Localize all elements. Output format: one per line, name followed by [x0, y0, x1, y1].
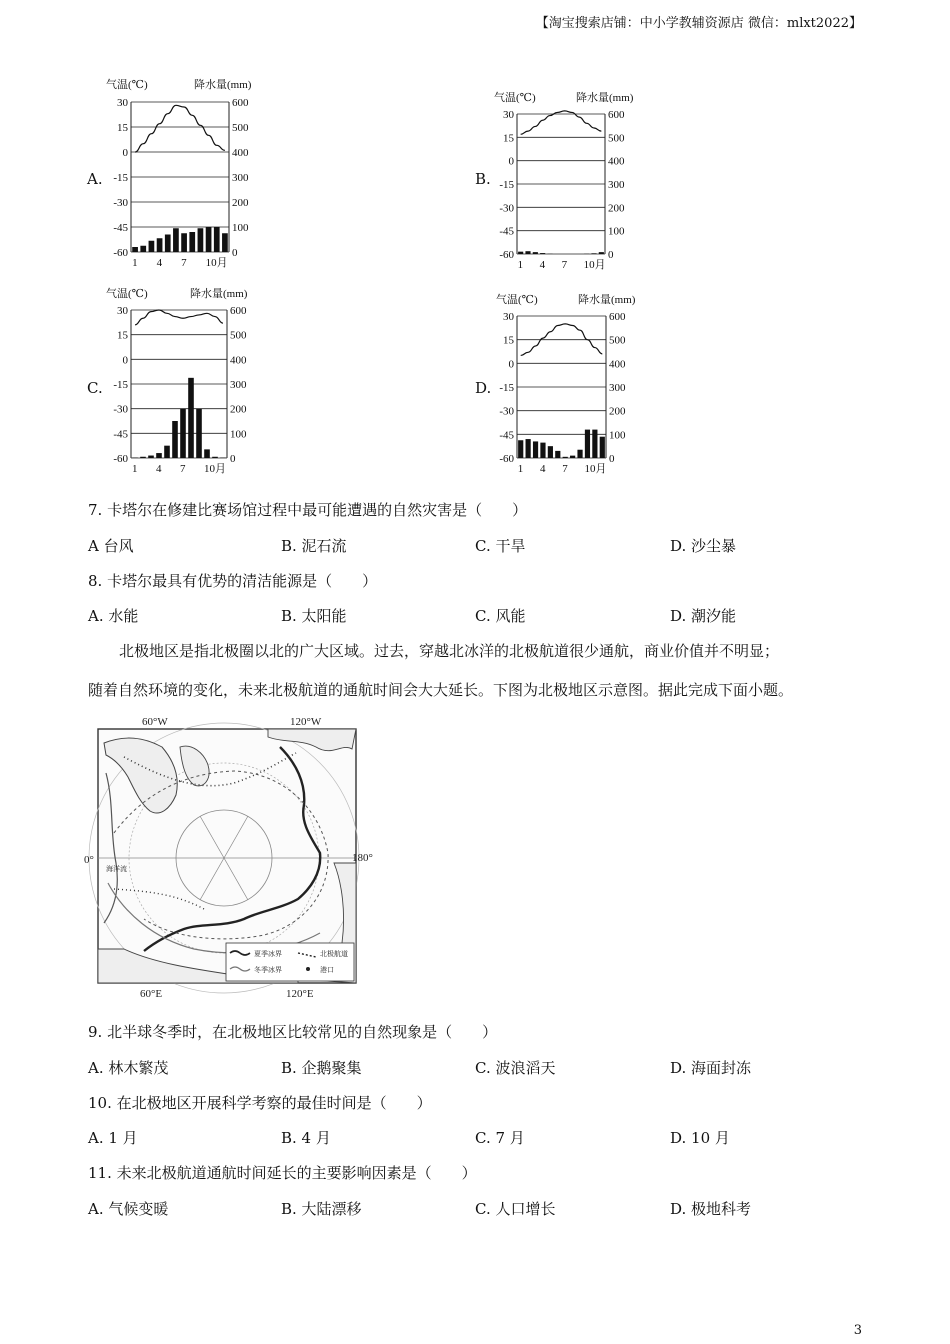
- chart-a-precip-bar: [140, 246, 146, 252]
- chart-c-temp-label: 气温(℃): [106, 288, 148, 300]
- climate-chart-c: [104, 284, 274, 480]
- chart-b-precip-tick: 300: [608, 179, 625, 191]
- chart-c-precip-tick: 400: [230, 354, 247, 367]
- chart-b-temp-tick: -45: [499, 225, 514, 238]
- chart-c-precip-bar: [180, 409, 186, 458]
- chart-a-temp-label: 气温(℃): [106, 79, 148, 91]
- chart-d-precip-tick: 100: [609, 429, 626, 442]
- chart-b-precip-tick: 100: [608, 225, 625, 238]
- chart-d-month-tick: 4: [539, 463, 546, 475]
- q7-option-b[interactable]: B. 泥石流: [281, 537, 347, 555]
- label-current: 海洋流: [106, 865, 127, 873]
- page-header: 【淘宝搜索店铺：中小学教辅资源店 微信：mlxt2022】: [535, 16, 862, 31]
- label-60e: 60°E: [140, 988, 163, 1000]
- q10-option-c[interactable]: C. 7 月: [475, 1129, 525, 1147]
- q11-option-d[interactable]: D. 极地科考: [670, 1200, 752, 1218]
- chart-a-precip-tick: 300: [232, 172, 249, 184]
- chart-d-precip-bar: [548, 446, 553, 458]
- chart-d-precip-bar: [600, 437, 605, 458]
- chart-b-temp-label: 气温(℃): [494, 92, 536, 104]
- chart-a-temp-tick: -60: [113, 247, 128, 259]
- passage-line-2: 随着自然环境的变化，未来北极航道的通航时间会大大延长。下图为北极地区示意图。据此完成下面小题。: [88, 681, 794, 699]
- chart-a-precip-bar: [222, 233, 228, 252]
- label-180: 180°: [352, 852, 373, 864]
- chart-c-precip-label: 降水量(mm): [190, 288, 248, 300]
- chart-c-precip-tick: 200: [230, 403, 247, 416]
- chart-b-month-tick: 10月: [583, 259, 606, 271]
- chart-c-precip-tick: 500: [230, 329, 247, 342]
- chart-a-precip-bar: [149, 241, 155, 252]
- label-120w: 120°W: [290, 716, 322, 728]
- question-7-stem: 7. 卡塔尔在修建比赛场馆过程中最可能遭遇的自然灾害是（ ）: [88, 501, 528, 519]
- chart-d-month-tick: 1: [517, 463, 524, 475]
- chart-b-temp-tick: -60: [499, 249, 514, 261]
- chart-a-temp-tick: -30: [113, 197, 128, 209]
- chart-b-precip-label: 降水量(mm): [576, 92, 634, 104]
- chart-a-precip-bar: [165, 235, 171, 253]
- chart-a-precip-bar: [157, 238, 163, 252]
- chart-d-precip-tick: 0: [609, 453, 615, 465]
- chart-b-letter: B.: [475, 170, 491, 188]
- chart-d-precip-bar: [533, 441, 538, 458]
- chart-c-temp-tick: 15: [117, 329, 128, 342]
- chart-c-precip-bar: [188, 378, 194, 458]
- chart-b-precip-tick: 500: [608, 132, 625, 145]
- chart-d-precip-tick: 300: [609, 382, 626, 394]
- chart-d-precip-bar: [577, 450, 582, 458]
- legend-route: 北极航道: [320, 950, 348, 958]
- chart-a-precip-tick: 400: [232, 147, 249, 159]
- q9-option-d[interactable]: D. 海面封冻: [670, 1059, 752, 1077]
- chart-b-temp-tick: 0: [508, 155, 514, 168]
- q10-option-d[interactable]: D. 10 月: [670, 1129, 730, 1147]
- chart-a-precip-bar: [181, 233, 187, 252]
- chart-a-temp-tick: -15: [113, 172, 128, 184]
- chart-a-precip-tick: 100: [232, 222, 249, 234]
- chart-a-precip-tick: 200: [232, 197, 249, 209]
- climate-chart-a: [104, 74, 274, 276]
- label-0: 0°: [84, 854, 94, 866]
- chart-d-temp-tick: -15: [499, 382, 514, 394]
- chart-b-temp-tick: 30: [503, 109, 514, 121]
- chart-d-month-tick: 7: [562, 463, 568, 475]
- chart-d-precip-bar: [518, 440, 523, 458]
- chart-d-month-tick: 10月: [584, 463, 607, 475]
- chart-b-precip-bar: [591, 253, 596, 254]
- q7-option-a[interactable]: A 台风: [88, 537, 134, 555]
- chart-d-precip-tick: 500: [609, 334, 626, 347]
- chart-b-precip-bar: [533, 252, 538, 254]
- chart-b-precip-bar: [518, 252, 523, 254]
- q9-option-a[interactable]: A. 林木繁茂: [88, 1059, 169, 1077]
- chart-c-temp-line: [135, 310, 223, 325]
- question-10-stem: 10. 在北极地区开展科学考察的最佳时间是（ ）: [88, 1094, 432, 1112]
- chart-c-precip-bar: [148, 456, 154, 458]
- chart-d-precip-bar: [555, 451, 560, 458]
- chart-c-precip-tick: 300: [230, 379, 247, 391]
- chart-b-precip-tick: 0: [608, 249, 614, 261]
- chart-a-month-tick: 1: [132, 257, 138, 269]
- chart-d-precip-bar: [570, 456, 575, 458]
- chart-d-precip-bar: [585, 430, 590, 458]
- chart-c-precip-bar: [140, 457, 146, 458]
- passage-line-1: 北极地区是指北极圈以北的广大区域。过去，穿越北冰洋的北极航道很少通航，商业价值并不明显；: [119, 642, 780, 660]
- chart-b-precip-tick: 600: [608, 109, 625, 121]
- q10-option-a[interactable]: A. 1 月: [88, 1129, 138, 1147]
- q8-option-c[interactable]: C. 风能: [475, 607, 526, 625]
- question-8-stem: 8. 卡塔尔最具有优势的清洁能源是（ ）: [88, 572, 378, 590]
- chart-a-temp-tick: 0: [122, 147, 128, 159]
- chart-d-precip-bar: [540, 443, 545, 458]
- q10-option-b[interactable]: B. 4 月: [281, 1129, 331, 1147]
- chart-b-month-tick: 1: [517, 259, 524, 271]
- q8-option-b[interactable]: B. 太阳能: [281, 607, 347, 625]
- chart-a-temp-tick: -45: [113, 222, 128, 234]
- q9-option-c[interactable]: C. 波浪滔天: [475, 1059, 556, 1077]
- chart-b-precip-bar: [540, 253, 545, 254]
- q7-option-c[interactable]: C. 干旱: [475, 537, 526, 555]
- arctic-map: [84, 713, 384, 1003]
- chart-b-precip-bar: [525, 251, 530, 254]
- question-9-stem: 9. 北半球冬季时，在北极地区比较常见的自然现象是（ ）: [88, 1023, 498, 1041]
- chart-c-precip-bar: [196, 409, 202, 458]
- q7-option-d[interactable]: D. 沙尘暴: [670, 537, 737, 555]
- q11-option-a[interactable]: A. 气候变暖: [88, 1200, 169, 1218]
- chart-d-temp-tick: 0: [508, 358, 514, 371]
- chart-c-temp-tick: 0: [122, 354, 128, 367]
- chart-c-temp-tick: -15: [113, 379, 128, 391]
- chart-b-precip-tick: 400: [608, 155, 625, 168]
- chart-d-precip-tick: 200: [609, 405, 626, 418]
- chart-a-precip-tick: 500: [232, 122, 249, 134]
- chart-a-month-tick: 7: [181, 257, 187, 269]
- chart-d-temp-tick: -45: [499, 429, 514, 442]
- chart-c-temp-tick: -60: [113, 453, 128, 465]
- chart-c-temp-tick: -45: [113, 428, 128, 441]
- chart-a-letter: A.: [87, 170, 103, 188]
- chart-b-temp-tick: -30: [499, 202, 514, 215]
- legend-port: 港口: [320, 966, 334, 974]
- chart-a-precip-bar: [214, 227, 220, 252]
- chart-b-temp-tick: -15: [499, 179, 514, 191]
- chart-c-precip-bar: [164, 446, 170, 458]
- chart-b-precip-bar: [599, 252, 604, 254]
- chart-c-precip-tick: 100: [230, 428, 247, 441]
- chart-d-temp-tick: -60: [499, 453, 514, 465]
- label-120e: 120°E: [286, 988, 314, 1000]
- chart-a-precip-bar: [198, 228, 204, 252]
- chart-c-precip-bar: [212, 457, 218, 458]
- chart-c-letter: C.: [87, 379, 103, 397]
- chart-d-precip-bar: [563, 457, 568, 458]
- chart-a-precip-bar: [189, 232, 195, 252]
- chart-d-precip-tick: 400: [609, 358, 626, 371]
- chart-d-temp-label: 气温(℃): [496, 294, 538, 306]
- chart-a-month-tick: 4: [156, 257, 163, 269]
- label-60w: 60°W: [142, 716, 168, 728]
- chart-c-precip-tick: 0: [230, 453, 236, 465]
- chart-c-precip-bar: [204, 449, 210, 458]
- chart-d-precip-bar: [592, 430, 597, 458]
- q8-option-a[interactable]: A. 水能: [88, 607, 139, 625]
- chart-c-month-tick: 10月: [204, 463, 226, 475]
- chart-a-precip-tick: 600: [232, 97, 249, 109]
- legend-summer: 夏季冰界: [254, 950, 282, 958]
- page-number: 3: [853, 1323, 862, 1338]
- chart-c-precip-bar: [156, 453, 162, 458]
- chart-d-letter: D.: [475, 379, 492, 397]
- question-11-stem: 11. 未来北极航道通航时间延长的主要影响因素是（ ）: [88, 1164, 477, 1182]
- chart-a-temp-tick: 30: [117, 97, 128, 109]
- chart-a-precip-label: 降水量(mm): [194, 79, 252, 91]
- chart-b-temp-tick: 15: [503, 132, 514, 145]
- chart-c-temp-tick: 30: [117, 305, 128, 317]
- chart-d-precip-bar: [526, 439, 531, 458]
- climate-chart-b: [494, 88, 654, 276]
- q11-option-b[interactable]: B. 大陆漂移: [281, 1200, 362, 1218]
- chart-c-month-tick: 1: [132, 463, 138, 475]
- chart-d-precip-label: 降水量(mm): [578, 294, 636, 306]
- chart-a-month-tick: 10月: [205, 257, 228, 269]
- chart-a-temp-tick: 15: [117, 122, 128, 134]
- chart-d-temp-tick: -30: [499, 405, 514, 418]
- chart-c-precip-bar: [172, 421, 178, 458]
- q11-option-c[interactable]: C. 人口增长: [475, 1200, 556, 1218]
- chart-c-month-tick: 7: [180, 463, 186, 475]
- chart-a-precip-bar: [173, 228, 179, 252]
- climate-chart-d: [494, 290, 654, 480]
- chart-a-precip-tick: 0: [232, 247, 238, 259]
- chart-d-temp-tick: 15: [503, 334, 514, 347]
- chart-d-precip-tick: 600: [609, 311, 626, 323]
- chart-d-temp-tick: 30: [503, 311, 514, 323]
- chart-a-precip-bar: [132, 247, 138, 252]
- legend-winter: 冬季冰界: [254, 966, 282, 974]
- chart-c-precip-tick: 600: [230, 305, 247, 317]
- q9-option-b[interactable]: B. 企鹅聚集: [281, 1059, 362, 1077]
- chart-b-month-tick: 4: [539, 259, 546, 271]
- chart-a-precip-bar: [206, 227, 212, 252]
- q8-option-d[interactable]: D. 潮汐能: [670, 607, 737, 625]
- chart-b-month-tick: 7: [561, 259, 568, 271]
- chart-b-precip-tick: 200: [608, 202, 625, 215]
- map-legend: [226, 943, 354, 981]
- chart-c-month-tick: 4: [156, 463, 162, 475]
- chart-a-temp-line: [135, 105, 225, 152]
- chart-c-temp-tick: -30: [113, 403, 128, 416]
